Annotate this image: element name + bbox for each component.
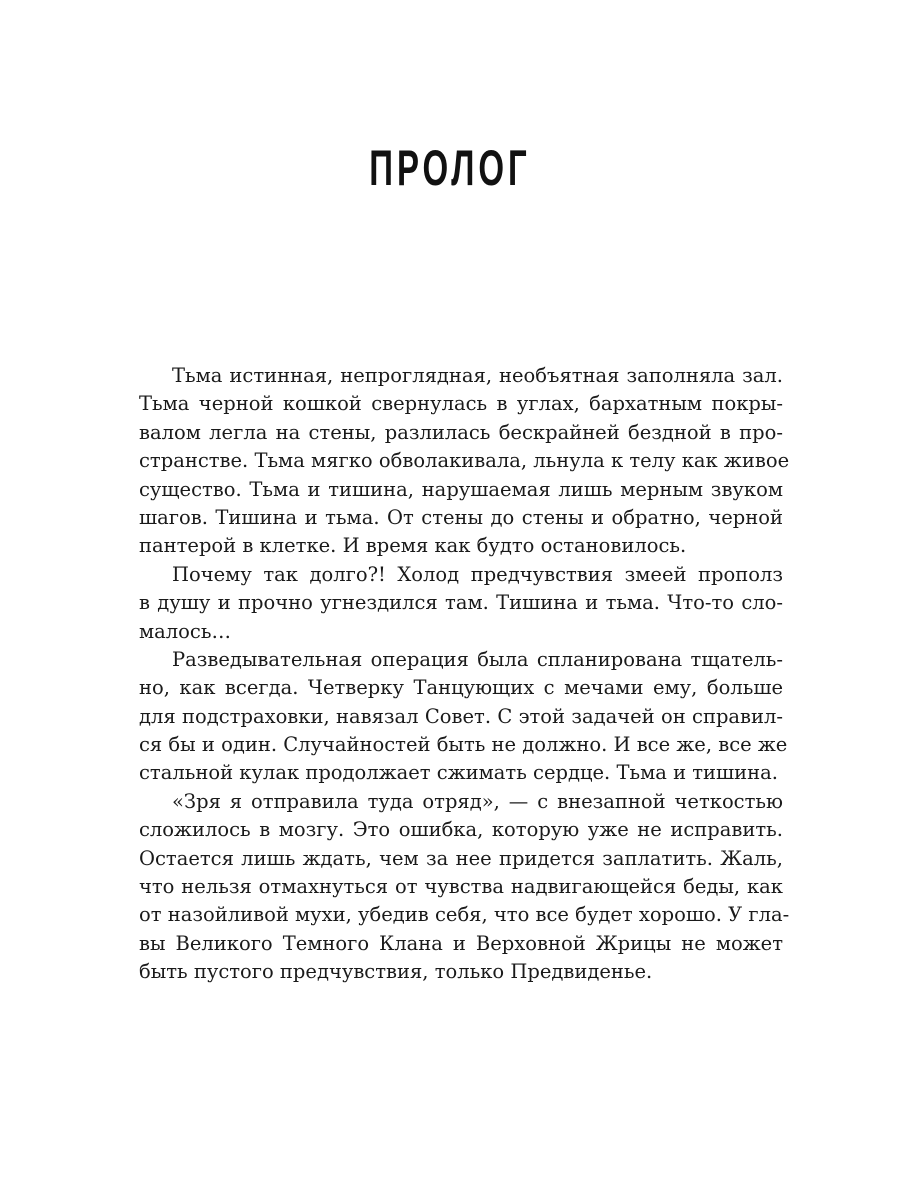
text-line: шагов. Тишина и тьма. От стены до стены и обратно, черной [139, 505, 783, 529]
body-text [139, 362, 790, 987]
text-line: от назойливой мухи, убедив себя, что все будет хорошо. У гла- [139, 903, 790, 927]
text-line: пантерой в клетке. И время как будто остановилось. [139, 534, 687, 558]
text-line: малось… [139, 619, 231, 643]
text-line: Остается лишь ждать, чем за нее придется заплатить. Жаль, [139, 846, 783, 870]
text-line: в душу и прочно угнездился там. Тишина и тьма. Что-то сло- [139, 591, 783, 615]
text-line: странстве. Тьма мягко обволакивала, льнула к телу как живое [139, 449, 790, 473]
paragraph-1 [139, 362, 790, 561]
text-line: для подстраховки, навязал Совет. С этой задачей он справил- [139, 704, 783, 728]
text-line: Почему так долго?! Холод предчувствия змеей прополз [172, 562, 783, 586]
text-line: но, как всегда. Четверку Танцующих с мечами ему, больше [139, 676, 783, 700]
text-line: «Зря я отправила туда отряд», — с внезапной четкостью [172, 789, 783, 813]
text-line: быть пустого предчувствия, только Предвиденье. [139, 960, 653, 984]
text-line: валом легла на стены, разлилась бескрайней бездной в про- [139, 420, 783, 444]
paragraph-3 [139, 646, 788, 788]
paragraph-2 [139, 561, 783, 646]
text-line: Тьма черной кошкой свернулась в углах, бархатным покры- [139, 392, 783, 416]
chapter-title: ПРОЛОГ [369, 140, 531, 196]
text-line: вы Великого Темного Клана и Верховной Жрицы не может [139, 931, 783, 955]
text-line: Разведывательная операция была спланирована тщатель- [172, 647, 783, 671]
text-line: стальной кулак продолжает сжимать сердце. Тьма и тишина. [139, 761, 778, 785]
text-line: Тьма истинная, непроглядная, необъятная заполняла зал. [172, 364, 783, 387]
paragraph-4 [139, 788, 790, 987]
text-line: существо. Тьма и тишина, нарушаемая лишь мерным звуком [139, 477, 783, 501]
text-line: сложилось в мозгу. Это ошибка, которую уже не исправить. [139, 818, 783, 842]
text-line: что нельзя отмахнуться от чувства надвигающейся беды, как [139, 875, 783, 899]
text-line: ся бы и один. Случайностей быть не должно. И все же, все же [139, 733, 788, 757]
